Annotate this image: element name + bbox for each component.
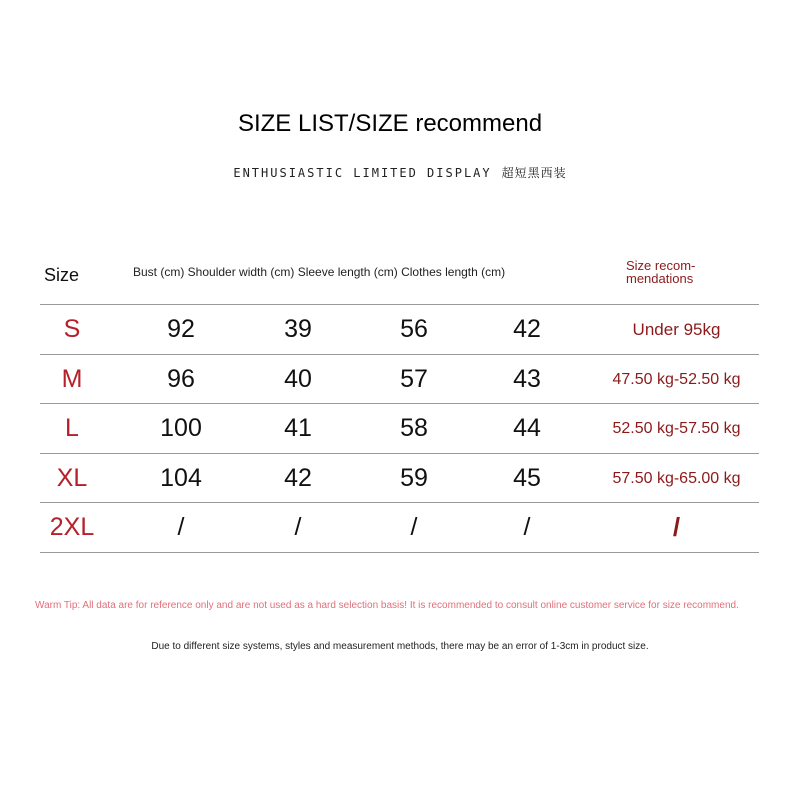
error-note: Due to different size systems, styles and measurement methods, there may be an error of 1-3cm in product size. bbox=[151, 641, 649, 652]
length-cell: 44 bbox=[513, 414, 541, 442]
shoulder-cell: / bbox=[294, 513, 302, 541]
bust-cell: 104 bbox=[160, 464, 202, 492]
sleeve-cell: 59 bbox=[400, 464, 428, 492]
bust-cell: 100 bbox=[160, 414, 202, 442]
bust-cell: / bbox=[177, 513, 185, 541]
recommendation-cell: 52.50 kg-57.50 kg bbox=[612, 420, 741, 437]
shoulder-cell: 42 bbox=[284, 464, 312, 492]
length-cell: 42 bbox=[513, 315, 541, 343]
length-cell: / bbox=[523, 513, 531, 541]
subtitle-cn: 超短黑西装 bbox=[501, 166, 567, 180]
size-cell: XL bbox=[56, 464, 88, 492]
recommendation-header-line2: mendations bbox=[626, 271, 694, 286]
page-subtitle bbox=[0, 164, 800, 181]
shoulder-cell: 39 bbox=[284, 315, 312, 343]
bust-cell: 96 bbox=[167, 365, 195, 393]
sleeve-cell: 57 bbox=[400, 365, 428, 393]
warm-tip: Warm Tip: All data are for reference only and are not used as a hard selection basis! It is recommended to consult online customer service for size recommend. bbox=[35, 600, 739, 611]
size-cell: L bbox=[65, 414, 79, 442]
size-column-header: Size bbox=[44, 265, 80, 285]
size-cell: 2XL bbox=[49, 513, 95, 541]
table-row bbox=[40, 304, 759, 354]
subtitle-en: ENTHUSIASTIC LIMITED DISPLAY bbox=[233, 166, 492, 180]
recommendation-cell: 57.50 kg-65.00 kg bbox=[612, 470, 741, 487]
recommendation-header-line1: Size recom- bbox=[626, 258, 696, 273]
recommendation-cell: 47.50 kg-52.50 kg bbox=[612, 371, 741, 388]
bust-cell: 92 bbox=[167, 315, 195, 343]
recommendation-cell: / bbox=[672, 512, 681, 542]
measurement-columns-header: Bust (cm) Shoulder width (cm) Sleeve length (cm) Clothes length (cm) bbox=[133, 265, 506, 279]
shoulder-cell: 41 bbox=[284, 414, 312, 442]
sleeve-cell: / bbox=[410, 513, 418, 541]
page-title: SIZE LIST/SIZE recommend bbox=[237, 110, 543, 137]
table-row bbox=[40, 354, 759, 404]
table-row bbox=[40, 403, 759, 453]
length-cell: 45 bbox=[513, 464, 541, 492]
length-cell: 43 bbox=[513, 365, 541, 393]
recommendation-cell: Under 95kg bbox=[632, 320, 721, 339]
size-cell: S bbox=[63, 315, 81, 343]
table-row bbox=[40, 502, 759, 553]
table-row bbox=[40, 453, 759, 503]
shoulder-cell: 40 bbox=[284, 365, 312, 393]
sleeve-cell: 56 bbox=[400, 315, 428, 343]
sleeve-cell: 58 bbox=[400, 414, 428, 442]
size-cell: M bbox=[61, 365, 83, 393]
recommendation-column-header bbox=[626, 259, 726, 285]
